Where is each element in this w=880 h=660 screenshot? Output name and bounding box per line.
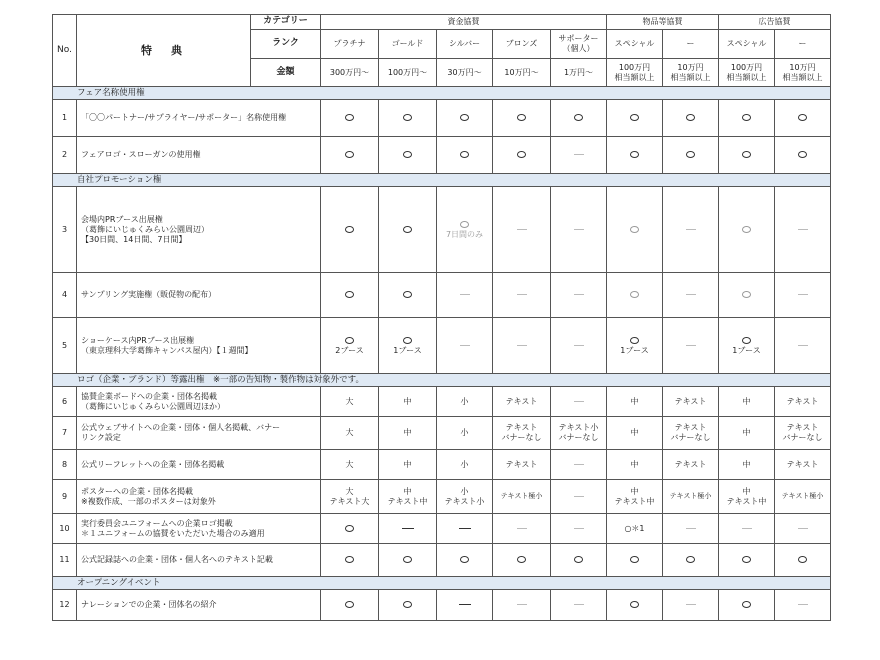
cell-value <box>607 480 663 514</box>
mark-circle-icon <box>663 544 719 577</box>
cell-note: 1ブース <box>732 345 761 355</box>
mark-circle-icon <box>663 100 719 137</box>
category-ad: 広告協賛 <box>719 15 831 30</box>
cell-value <box>493 417 551 450</box>
cell-value: テキスト極小 <box>775 480 831 514</box>
dash-icon <box>663 514 719 544</box>
mark-circle-icon <box>551 100 607 137</box>
amount-ad-special <box>719 59 775 87</box>
mark-circle-icon <box>379 187 437 273</box>
header-amount-label: 金額 <box>251 59 321 87</box>
booth-cell <box>379 318 437 374</box>
mark-circle-icon <box>379 137 437 174</box>
dash-icon <box>663 318 719 374</box>
rank-supporter-line2: （個人） <box>562 44 595 53</box>
cell-line: バナーなし <box>670 433 711 442</box>
desc-line: ポスターへの企業・団体名掲載 <box>81 486 193 496</box>
amount-goods-other <box>663 59 719 87</box>
table-row <box>53 137 831 174</box>
rank-platinum: プラチナ <box>321 30 379 59</box>
amount-platinum: 300万円～ <box>321 59 379 87</box>
cell-value <box>719 480 775 514</box>
mark-circle-icon <box>607 100 663 137</box>
section-header: オープニングイベント <box>53 577 831 590</box>
booth-cell <box>719 318 775 374</box>
cell-value: 中 <box>719 417 775 450</box>
sponsorship-benefits-table <box>52 14 831 621</box>
row-number: 1 <box>53 100 77 137</box>
dash-icon <box>775 590 831 621</box>
cell-value: 中 <box>607 417 663 450</box>
dash-icon <box>551 514 607 544</box>
rank-silver: シルバー <box>437 30 493 59</box>
desc-line: 【30日間、14日間、7日間】 <box>81 234 187 244</box>
cell-value: テキスト極小 <box>663 480 719 514</box>
dash-icon <box>551 480 607 514</box>
dash-icon <box>551 187 607 273</box>
mark-circle-icon <box>607 187 663 273</box>
mark-circle-icon <box>437 544 493 577</box>
cell-line: テキスト小 <box>444 496 485 506</box>
row-description <box>77 417 321 450</box>
mark-circle-icon <box>321 100 379 137</box>
mark-circle-icon <box>607 590 663 621</box>
mark-circle-icon <box>719 273 775 318</box>
mark-circle-icon <box>493 137 551 174</box>
cell-value: テキスト <box>493 450 551 480</box>
rank-supporter-line1: サポーター <box>558 34 599 43</box>
row-number: 12 <box>53 590 77 621</box>
dash-icon <box>437 318 493 374</box>
dash-icon <box>551 318 607 374</box>
desc-line: リンク設定 <box>81 433 121 442</box>
cell-line: テキスト <box>505 423 538 432</box>
table-row <box>53 187 831 273</box>
rank-supporter <box>551 30 607 59</box>
row-description <box>77 387 321 417</box>
desc-line: 協賛企業ボードへの企業・団体名掲載 <box>81 391 217 401</box>
mark-circle-icon <box>321 273 379 318</box>
table-row <box>53 100 831 137</box>
cell-value: 大 <box>321 387 379 417</box>
cell-value: テキスト極小 <box>493 480 551 514</box>
table-row <box>53 480 831 514</box>
desc-line: （葛飾にいじゅくみらい公園周辺ほか） <box>81 401 225 411</box>
cell-note: 2ブース <box>335 345 364 355</box>
cell-value: 小 <box>437 450 493 480</box>
cell-line: テキスト <box>674 423 707 432</box>
rank-gold: ゴールド <box>379 30 437 59</box>
table-row <box>53 387 831 417</box>
mark-circle-icon <box>775 544 831 577</box>
amount-line: 相当額以上 <box>614 72 655 82</box>
cell-value: テキスト <box>775 450 831 480</box>
amount-line: 100万円 <box>618 62 651 72</box>
amount-line: 相当額以上 <box>782 72 823 82</box>
row-description <box>77 187 321 273</box>
amount-line: 100万円 <box>730 62 763 72</box>
cell-value <box>379 480 437 514</box>
cell-value: 大 <box>321 417 379 450</box>
cell-line: バナーなし <box>501 433 542 442</box>
table-row <box>53 417 831 450</box>
table-row <box>53 544 831 577</box>
cell-value: テキスト <box>493 387 551 417</box>
dash-icon <box>775 318 831 374</box>
amount-gold: 100万円～ <box>379 59 437 87</box>
cell-line: テキスト中 <box>387 496 428 506</box>
rank-ad-special: スペシャル <box>719 30 775 59</box>
mark-circle-icon <box>719 100 775 137</box>
cell-line: テキスト中 <box>726 496 767 506</box>
mark-circle-icon <box>607 137 663 174</box>
dash-icon <box>551 137 607 174</box>
cell-value: 小 <box>437 387 493 417</box>
dash-icon <box>775 273 831 318</box>
amount-silver: 30万円～ <box>437 59 493 87</box>
mark-circle-icon <box>321 590 379 621</box>
cell-value: 大 <box>321 450 379 480</box>
cell-value: 中 <box>607 387 663 417</box>
dash-icon <box>663 590 719 621</box>
amount-line: 10万円 <box>789 62 816 72</box>
section-header: フェア名称使用権 <box>53 87 831 100</box>
row-number: 10 <box>53 514 77 544</box>
amount-bronze: 10万円～ <box>493 59 551 87</box>
rank-goods-other: ー <box>663 30 719 59</box>
table-row <box>53 450 831 480</box>
booth-cell <box>321 318 379 374</box>
cell-value <box>775 417 831 450</box>
row-description: フェアロゴ・スローガンの使用権 <box>77 137 321 174</box>
mark-circle-icon <box>379 590 437 621</box>
cell-value: 中 <box>607 450 663 480</box>
mark-circle-icon <box>321 187 379 273</box>
row-description <box>77 480 321 514</box>
mark-circle-icon <box>321 514 379 544</box>
section-header: 自社プロモーション権 <box>53 174 831 187</box>
cell-value: 中 <box>719 450 775 480</box>
mark-circle-icon <box>663 137 719 174</box>
header-rank-label: ランク <box>251 30 321 59</box>
row-number: 4 <box>53 273 77 318</box>
row-description: 公式リーフレットへの企業・団体名掲載 <box>77 450 321 480</box>
header-category-row <box>53 15 831 30</box>
dash-icon <box>663 187 719 273</box>
amount-supporter: 1万円～ <box>551 59 607 87</box>
header-no: No. <box>53 15 77 87</box>
row-description: 公式記録誌への企業・団体・個人名へのテキスト記載 <box>77 544 321 577</box>
cell-value <box>437 480 493 514</box>
amount-line: 相当額以上 <box>670 72 711 82</box>
dash-icon <box>437 590 493 621</box>
dash-icon <box>493 514 551 544</box>
header-benefit: 特 典 <box>77 15 251 87</box>
cell-note: 7日間のみ <box>445 229 484 239</box>
cell-value: テキスト <box>663 450 719 480</box>
mark-circle-icon <box>437 100 493 137</box>
cell-line: バナーなし <box>782 433 823 442</box>
cell-value: テキスト <box>663 387 719 417</box>
cell-line: 中 <box>630 486 639 496</box>
booth-cell <box>607 318 663 374</box>
mark-circle-icon <box>379 544 437 577</box>
dash-icon <box>551 273 607 318</box>
row-description: 「〇〇パートナー/サプライヤー/サポーター」名称使用権 <box>77 100 321 137</box>
dash-icon <box>493 318 551 374</box>
mark-circle-icon <box>437 137 493 174</box>
dash-icon <box>437 273 493 318</box>
cell-note: 1ブース <box>393 345 422 355</box>
desc-line: 会場内PRブース出展権 <box>81 214 163 224</box>
amount-goods-special <box>607 59 663 87</box>
row-number: 11 <box>53 544 77 577</box>
row-description <box>77 514 321 544</box>
rank-goods-special: スペシャル <box>607 30 663 59</box>
mark-circle-icon <box>719 544 775 577</box>
amount-line: 10万円 <box>677 62 704 72</box>
mark-circle-icon <box>321 137 379 174</box>
dash-icon <box>493 187 551 273</box>
rank-bronze: ブロンズ <box>493 30 551 59</box>
cell-line: テキスト <box>786 423 819 432</box>
category-goods: 物品等協賛 <box>607 15 719 30</box>
dash-icon <box>775 514 831 544</box>
cell-value <box>321 480 379 514</box>
desc-line: 実行委員会ユニフォームへの企業ロゴ掲載 <box>81 518 233 528</box>
dash-icon <box>437 514 493 544</box>
silver-cell <box>437 187 493 273</box>
mark-circle-icon <box>551 544 607 577</box>
dash-icon <box>379 514 437 544</box>
desc-line: （葛飾にいじゅくみらい公園周辺） <box>81 224 209 234</box>
dash-icon <box>551 590 607 621</box>
rank-ad-other: ー <box>775 30 831 59</box>
desc-line: ＊１ユニフォームの協賛をいただいた場合のみ適用 <box>81 528 265 538</box>
dash-icon <box>719 514 775 544</box>
dash-icon <box>493 590 551 621</box>
mark-circle-icon <box>379 273 437 318</box>
mark-circle-icon <box>493 544 551 577</box>
table-row <box>53 318 831 374</box>
row-description: ナレーションでの企業・団体名の紹介 <box>77 590 321 621</box>
cell-line: 中 <box>742 486 751 496</box>
category-fund: 資金協賛 <box>321 15 607 30</box>
row-number: 5 <box>53 318 77 374</box>
section-header: ロゴ（企業・ブランド）等露出権 ※一部の告知物・製作物は対象外です。 <box>53 374 831 387</box>
mark-circle-icon <box>775 137 831 174</box>
cell-line: 大 <box>345 486 354 496</box>
mark-circle-icon <box>607 273 663 318</box>
desc-line: ショーケース内PRブース出展権 <box>81 335 195 345</box>
dash-icon <box>775 187 831 273</box>
dash-icon <box>551 387 607 417</box>
dash-icon <box>551 450 607 480</box>
table-row <box>53 514 831 544</box>
mark-circle-icon <box>775 100 831 137</box>
cell-line: テキスト中 <box>614 496 655 506</box>
row-number: 6 <box>53 387 77 417</box>
table-row <box>53 590 831 621</box>
cell-note: 1ブース <box>620 345 649 355</box>
header-category-label: カテゴリー <box>251 15 321 30</box>
cell-value <box>551 417 607 450</box>
cell-value: 中 <box>379 387 437 417</box>
cell-line: 中 <box>403 486 412 496</box>
row-number: 2 <box>53 137 77 174</box>
cell-line: バナーなし <box>558 433 599 442</box>
cell-value: ○＊1 <box>607 514 663 544</box>
row-description: サンプリング実施権（販促物の配布） <box>77 273 321 318</box>
amount-ad-other <box>775 59 831 87</box>
cell-value: 中 <box>719 387 775 417</box>
row-number: 7 <box>53 417 77 450</box>
mark-circle-icon <box>719 187 775 273</box>
mark-circle-icon <box>607 544 663 577</box>
mark-circle-icon <box>719 137 775 174</box>
row-number: 9 <box>53 480 77 514</box>
dash-icon <box>663 273 719 318</box>
desc-line: （東京理科大学葛飾キャンパス屋内）【１週間】 <box>81 345 253 355</box>
mark-circle-icon <box>719 590 775 621</box>
row-number: 8 <box>53 450 77 480</box>
amount-line: 相当額以上 <box>726 72 767 82</box>
dash-icon <box>493 273 551 318</box>
table-row <box>53 273 831 318</box>
cell-value <box>663 417 719 450</box>
cell-line: テキスト大 <box>329 496 370 506</box>
cell-line: 小 <box>460 486 469 496</box>
row-description <box>77 318 321 374</box>
cell-value: 中 <box>379 417 437 450</box>
cell-value: 中 <box>379 450 437 480</box>
mark-circle-icon <box>493 100 551 137</box>
mark-circle-icon <box>379 100 437 137</box>
mark-circle-icon <box>321 544 379 577</box>
row-number: 3 <box>53 187 77 273</box>
cell-value: テキスト <box>775 387 831 417</box>
desc-line: ※複数作成、一部のポスターは対象外 <box>81 496 216 506</box>
desc-line: 公式ウェブサイトへの企業・団体・個人名掲載、バナー <box>81 423 281 432</box>
cell-line: テキスト小 <box>558 423 599 432</box>
cell-value: 小 <box>437 417 493 450</box>
